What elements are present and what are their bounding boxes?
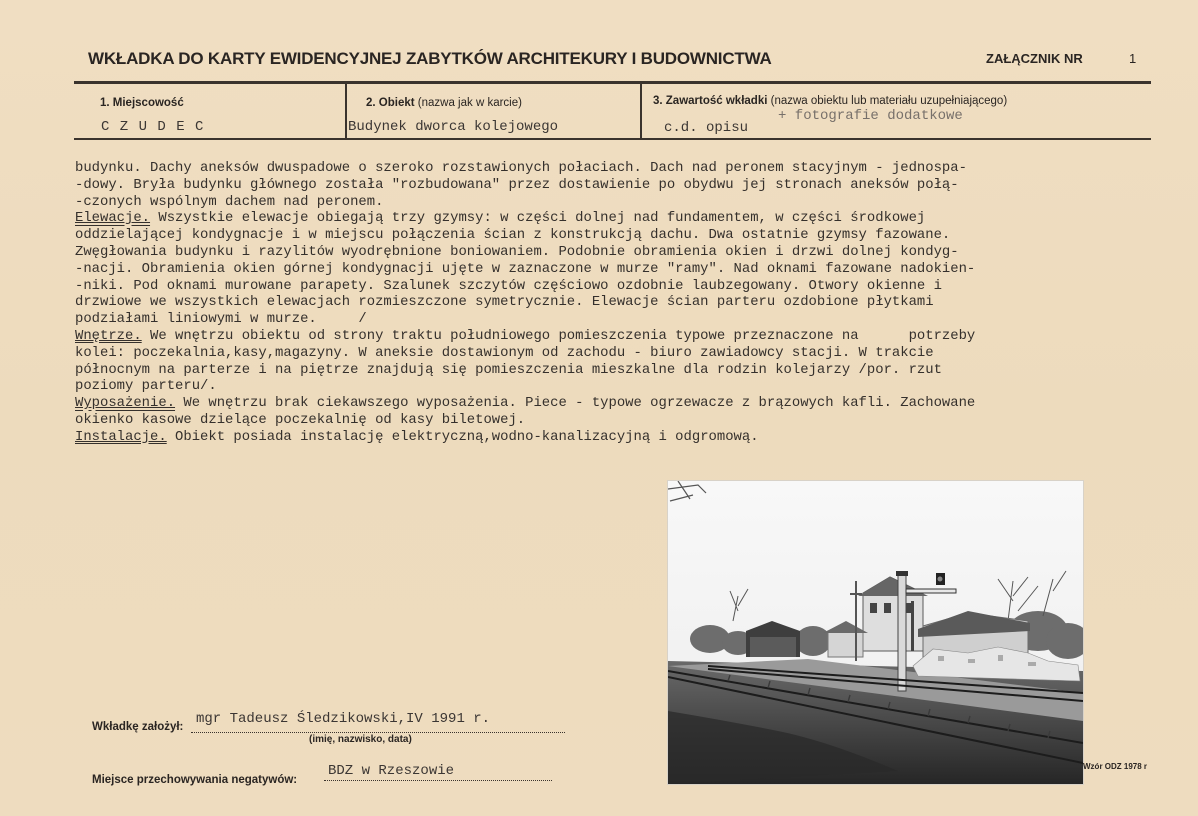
description-line: drzwiowe we wszystkich elewacjach rozmieszczone symetrycznie. Elewacje ścian parteru ozdobione płytkami	[75, 294, 934, 311]
founder-value: mgr Tadeusz Śledzikowski,IV 1991 r.	[196, 711, 491, 727]
photo-image	[668, 481, 1083, 784]
section-heading: Wnętrze.	[75, 327, 142, 344]
description-line: podziałami liniowymi w murze. /	[75, 311, 367, 328]
description-line: -niki. Pod oknami murowane parapety. Szalunek szczytów częściowo ozdobnie laubzegowany. Otwory okienne i	[75, 277, 942, 294]
section-heading: Wyposażenie.	[75, 395, 176, 412]
description-line: kolei: poczekalnia,kasy,magazyny. W aneksie dostawionym od zachodu - biuro zawiadowcy stacji. W trakcie	[75, 344, 934, 361]
founder-dotted-line	[191, 732, 565, 733]
content-value: c.d. opisu	[664, 120, 749, 136]
description-text	[75, 160, 1175, 446]
section-heading: Elewacje.	[75, 210, 151, 227]
description-line: Wnętrze. We wnętrzu obiektu od strony traktu południowego pomieszczenia typowe przeznaczone na potrzeby	[75, 327, 976, 344]
header-left-divider	[345, 83, 347, 139]
form-model: Wzór ODZ 1978 r	[1083, 762, 1148, 771]
header-top-rule	[74, 81, 1151, 84]
railway-station-photo	[667, 480, 1084, 785]
description-line: -dowy. Bryła budynku głównego została "rozbudowana" przez dostawienie po obydwu jej stronach aneksów połą-	[75, 176, 959, 193]
description-line: Elewacje. Wszystkie elewacje obiegają trzy gzymsy: w części dolnej nad fundamentem, w części środkowej	[75, 210, 926, 227]
description-line: północnym na parterze i na piętrze znajdują się pomieszczenia mieszkalne dla rodzin kolejarzy /por. rzut	[75, 361, 942, 378]
negatives-value: BDZ w Rzeszowie	[328, 763, 455, 779]
founder-label: Wkładkę założył:	[92, 721, 184, 733]
description-line: poziomy parteru/.	[75, 378, 217, 395]
negatives-dotted-line	[324, 780, 552, 781]
description-line: -nacji. Obramienia okien górnej kondygnacji ujęte w zaznaczone w murze "ramy". Nad oknami fazowane nadokien-	[75, 260, 976, 277]
founder-caption: (imię, nazwisko, data)	[309, 734, 412, 745]
header-bottom-rule	[74, 138, 1151, 140]
document-title: WKŁADKA DO KARTY EWIDENCYJNEJ ZABYTKÓW ARCHITEKURY I BUDOWNICTWA	[88, 49, 772, 68]
description-line: oddzielającej kondygnacje i w miejscu połączenia ścian z konstrukcją dachu. Dwa ostatnie gzymsy fazowane.	[75, 227, 951, 244]
place-value: C Z U D E C	[101, 119, 205, 135]
header-right-divider	[640, 83, 642, 139]
description-line: Zwęgłowania budynku i razylitów wyodrębnione boniowaniem. Podobnie obramienia okien i drzwi dolnej kondyg-	[75, 243, 959, 260]
annex-label: ZAŁĄCZNIK NR	[986, 51, 1083, 66]
object-label: 2. Obiekt (nazwa jak w karcie)	[366, 97, 522, 109]
place-label: 1. Miejscowość	[100, 97, 184, 109]
section-heading: Instalacje.	[75, 428, 167, 445]
description-line: -czonych wspólnym dachem nad peronem.	[75, 193, 384, 210]
content-extra: + fotografie dodatkowe	[778, 108, 963, 124]
description-line: Wyposażenie. We wnętrzu brak ciekawszego wyposażenia. Piece - typowe ogrzewacze z brązowych kafli. Zachowane	[75, 395, 976, 412]
description-line: okienko kasowe dzielące poczekalnię od kasy biletowej.	[75, 411, 526, 428]
annex-number: 1	[1129, 51, 1137, 66]
object-value: Budynek dworca kolejowego	[348, 119, 559, 135]
negatives-label: Miejsce przechowywania negatywów:	[92, 774, 298, 786]
description-line: budynku. Dachy aneksów dwuspadowe o szeroko rozstawionych połaciach. Dach nad peronem stacyjnym - jednospa-	[75, 160, 967, 176]
content-label: 3. Zawartość wkładki (nazwa obiektu lub materiału uzupełniającego)	[653, 95, 1008, 107]
description-line: Instalacje. Obiekt posiada instalację elektryczną,wodno-kanalizacyjną i odgromową.	[75, 428, 759, 445]
